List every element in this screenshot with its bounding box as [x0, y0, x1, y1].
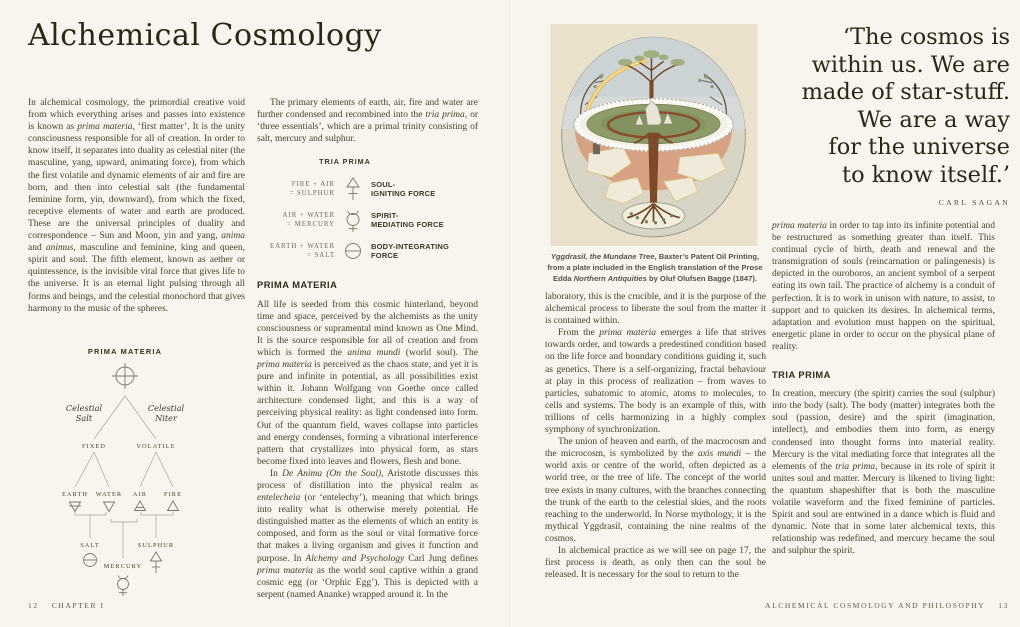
water-symbol-icon — [104, 502, 115, 512]
yggdrasil-figure — [550, 24, 758, 246]
page-number: 13 — [998, 601, 1009, 610]
tria-row-salt — [257, 238, 478, 264]
formula-label: EARTH + WATER = SALT — [269, 242, 335, 260]
branch-label: Celestial — [147, 403, 185, 413]
node-label-sulphur: SULPHUR — [137, 542, 175, 549]
footer-left — [28, 601, 105, 610]
mercury-symbol-icon — [343, 207, 363, 233]
yggdrasil-illustration — [550, 24, 758, 246]
elements-tree-diagram — [28, 344, 244, 602]
earth-symbol-icon — [69, 502, 81, 512]
quote-attribution: CARL SAGAN — [938, 198, 1010, 207]
tria-row-mercury — [257, 207, 478, 233]
tria-prima-diagram — [257, 156, 478, 264]
pull-quote-block — [770, 24, 1010, 207]
node-label-air: AIR — [132, 491, 148, 498]
branch-label: Salt — [75, 413, 93, 423]
body-paragraph: From the prima materia emerges a life that strives towards order, and towards a predestined condition based on the life force and boundary conditions guiding it, such as genetics. There is a self-organizing, fractal behaviour at play in this process of realization – from waves to particles, subatomic to atomic, atoms to molecules, to cells and systems. The body is an example of this, with trillions of cells harmonizing in a highly complex symphony of synchronization. — [545, 328, 767, 436]
body-paragraph: In alchemical cosmology, the primordial creative void from which everything arises and passes into existence is known as prima materia, ‘first matter’. It is the unity consciousness responsible for all of creation. In order to know itself, it separates into duality as celestial niter (the masculine, yang, upward, animating force), from which the first volatile and dynamic elements of air and fire are born, and then into celestial salt (the fundamental feminine form, yin, downward), from which the fixed, receptive elements of water and earth are produced. These are the universal principles of duality and correspondence – Sun and Moon, yin and yang, anima and animus, masculine and feminine, king and queen, spirit and soul. The fifth element, known as aether or quintessence, is the invisible vital force that gives life to the universe. It is an eternal light pulsing through all forms and beings, and the celestial monochord that gives harmony to the music of the spheres. — [28, 98, 245, 314]
left-column-1 — [28, 97, 245, 315]
force-label: SOUL- IGNITING FORCE — [371, 180, 436, 199]
section-label: ALCHEMICAL COSMOLOGY AND PHILOSOPHY — [765, 601, 986, 610]
node-label-fire: FIRE — [163, 491, 183, 498]
node-label-mercury: MERCURY — [103, 563, 143, 570]
left-column-2 — [257, 97, 478, 601]
right-column-2 — [772, 220, 995, 557]
node-label-water: WATER — [95, 491, 123, 498]
section-heading: TRIA PRIMA — [772, 370, 831, 381]
body-paragraph: All life is seeded from this cosmic hinterland, beyond time and space, perceived by the alchemists as the unity consciousness or supramental mind known as One Mind. It is the source responsible for all of creation and from which is formed the anima mundi (world soul). The prima materia is perceived as the chaos state, and yet it is pure and infinite in potential, as all possibilities exist within it. Johann Wolfgang von Goethe once called architecture condensed light, and this is a way of perceiving physical reality: as light condensed into form. Out of the quantum field, waves collapse into particles and energy condenses, forming a vibrational interference pattern that crystallizes into physical form, as stars become fixed into leaves and flowers, flesh and bone. — [257, 299, 478, 467]
body-paragraph: laboratory, this is the crucible, and it is the purpose of the alchemical process to liberate the soul from the matter it is contained within. — [545, 292, 766, 327]
page-number: 12 — [28, 601, 39, 610]
prima-materia-symbol-icon — [112, 363, 138, 389]
page-title: Alchemical Cosmology — [28, 18, 382, 53]
pull-quote: ‘The cosmos is within us. We are made of star-stuff. We are a way for the universe to know itself.’ — [801, 24, 1010, 188]
body-paragraph: In alchemical practice as we will see on page 17, the first process is death, as only then can the soul be released. It is necessary for the soul to return to the — [545, 545, 766, 581]
node-label-volatile: VOLATILE — [136, 443, 176, 450]
salt-symbol-icon — [343, 238, 363, 264]
force-label: BODY-INTEGRATING FORCE — [371, 242, 450, 261]
section-heading: PRIMA MATERIA — [257, 280, 338, 291]
chapter-label: CHAPTER I — [51, 601, 105, 610]
footer-right — [765, 601, 1009, 610]
fire-symbol-icon — [168, 501, 179, 511]
sulphur-symbol-icon — [151, 552, 162, 573]
figure-caption: Yggdrasil, the Mundane Tree, Baxter’s Patent Oil Printing, from a plate included in the English translation of the Prose Edda Northern Antiquities by Oluf Olufsen Bagge (1847). — [547, 252, 763, 283]
diagram-title: TRIA PRIMA — [319, 157, 371, 167]
body-paragraph: The primary elements of earth, air, fire and water are further condensed and recombined into the tria prima, or ‘three essentials’, which are a primal trinity consisting of salt, mercury and sulphur. — [257, 98, 478, 145]
force-label: SPIRIT- MEDIATING FORCE — [371, 211, 444, 230]
sulphur-symbol-icon — [343, 176, 363, 202]
formula-label: FIRE + AIR = SULPHUR — [289, 180, 335, 198]
right-column-1 — [545, 291, 766, 581]
node-label-earth: EARTH — [61, 491, 89, 498]
node-label-salt: SALT — [80, 542, 100, 549]
tria-row-sulphur — [257, 176, 478, 202]
body-paragraph: In creation, mercury (the spirit) carries the soul (sulphur) into the body (salt). The body (matter) integrates both the soul (passion, desire) and the spirit (imagination, intellect), and embodies them into form, as energy condensed into thought forms into material reality. Mercury is the vital mediating force that integrates all the elements of the tria prima, because in its role of spirit it unites soul and matter. Mercury is likened to living light: the quantum shapeshifter that is both the masculine volatile waveform and the fixed feminine of particles. Spirit and soul are entwined in a dance which is fluid and dynamic. Note that in some later alchemical texts, this relationship was redefined, and mercury became the soul and sulphur the spirit. — [772, 389, 995, 557]
diagram-title: PRIMA MATERIA — [87, 347, 163, 356]
branch-label: Niter — [155, 413, 177, 423]
formula-label: AIR + WATER = MERCURY — [282, 211, 335, 229]
body-paragraph: prima materia in order to tap into its infinite potential and be restructured as something greater than itself. This continual cycle of birth, death and renewal and the transmigration of souls (reincarnation or palingenesis) is depicted in the ouroboros, an ancient symbol of a serpent eating its own tail. The practice of alchemy is a conduit of perfection. It is to work in unison with nature, to assist, to support and to quicken its desires. In alchemical terms, adaptation and evolution must happen on the spiritual, energetic plane in order to occur on the physical plane of reality. — [772, 221, 996, 352]
mercury-symbol-icon — [118, 576, 129, 597]
air-symbol-icon — [135, 501, 146, 511]
body-paragraph: In De Anima (On the Soul), Aristotle discusses this process of distillation into the physical realm as entelecheia (or ‘entelechy’), meaning that which brings into reality what is otherwise merely potential. He distinguished matter as the elements of which an entity is composed, and form as the soul or vital formative force that makes a living organism and gives it function and purpose. In Alchemy and Psychology Carl Jung defines prima materia as the world soul captive within a grand cosmic egg (or ‘Orphic Egg’). This is depicted with a serpent (named Ananke) wrapped around it. In the — [257, 468, 479, 600]
branch-label: Celestial — [65, 403, 103, 413]
body-paragraph: The union of heaven and earth, of the macrocosm and the microcosm, is symbolized by the axis mundi – the world axis or centre of the world, often depicted as a world tree, or the tree of life. The concept of the world tree exists in many cultures, with the branches connecting the trunk of the earth to the celestial skies, and the roots reaching to the underworld. In Norse mythology, it is the mythical Yggdrasil, containing the nine realms of the cosmos. — [545, 437, 767, 544]
page-gutter — [509, 0, 510, 627]
node-label-fixed: FIXED — [81, 443, 107, 450]
salt-symbol-icon — [84, 554, 97, 567]
